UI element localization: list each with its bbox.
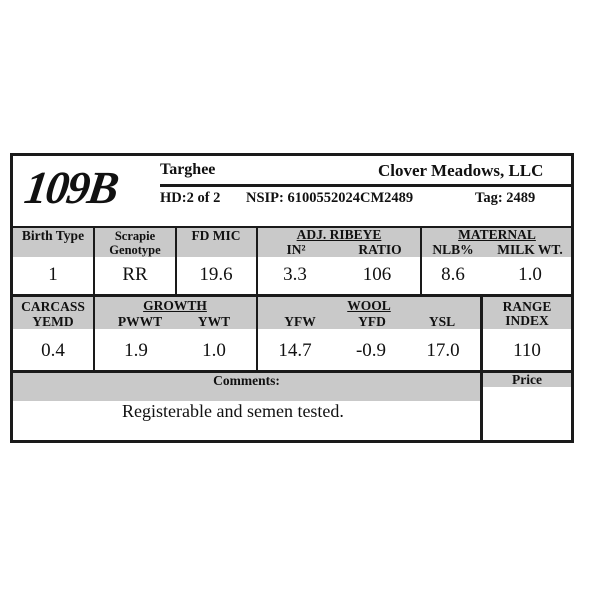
label-carcass: CARCASS — [21, 299, 85, 314]
label-maternal: MATERNAL — [458, 227, 536, 242]
label-price: Price — [512, 372, 542, 387]
label-ywt: YWT — [197, 314, 231, 329]
label-fd-mic: FD MIC — [191, 228, 241, 243]
divider — [93, 227, 95, 295]
divider — [175, 227, 177, 295]
value-pwwt: 1.9 — [124, 340, 148, 361]
value-nlb: 8.6 — [441, 264, 465, 285]
value-scrapie-genotype: RR — [122, 264, 148, 285]
label-yemd: YEMD — [32, 314, 74, 329]
label-wool: WOOL — [347, 298, 391, 313]
divider — [93, 297, 95, 370]
value-birth-type: 1 — [48, 264, 58, 285]
value-ywt: 1.0 — [202, 340, 226, 361]
label-growth: GROWTH — [143, 298, 207, 313]
value-ysl: 17.0 — [426, 340, 460, 361]
label-comments: Comments: — [213, 373, 280, 388]
farm-name: Clover Meadows, LLC — [378, 161, 544, 180]
breed: Targhee — [160, 161, 216, 178]
label-yfd: YFD — [358, 314, 386, 329]
tag-number: Tag: 2489 — [475, 190, 536, 206]
label-birth-type: Birth Type — [21, 228, 85, 243]
value-yfd: -0.9 — [355, 340, 387, 361]
label-milk-wt: MILK WT. — [497, 242, 563, 257]
label-yfw: YFW — [284, 314, 316, 329]
value-range-index: 110 — [513, 340, 541, 361]
value-milk-wt: 1.0 — [518, 264, 542, 285]
label-adj-ribeye: ADJ. RIBEYE — [296, 227, 382, 242]
value-ratio: 106 — [362, 264, 392, 285]
comment-text: Registerable and semen tested. — [122, 401, 344, 421]
header-rule-top — [160, 184, 572, 187]
label-ratio: RATIO — [358, 242, 402, 257]
divider — [256, 227, 258, 295]
label-nlb: NLB% — [432, 242, 474, 257]
value-yemd: 0.4 — [41, 340, 65, 361]
label-range-index: RANGE INDEX — [502, 299, 552, 328]
value-fd-mic: 19.6 — [199, 264, 233, 285]
nsip-id: NSIP: 6100552024CM2489 — [246, 190, 414, 206]
divider — [256, 297, 258, 370]
label-scrapie-genotype: Scrapie Genotype — [109, 229, 161, 257]
hd-info: HD:2 of 2 — [160, 190, 221, 206]
label-pwwt: PWWT — [117, 314, 163, 329]
value-yfw: 14.7 — [278, 340, 312, 361]
lot-number: 109B — [21, 162, 121, 213]
label-in2: IN² — [286, 242, 306, 257]
value-in2: 3.3 — [283, 264, 307, 285]
label-ysl: YSL — [428, 314, 456, 329]
